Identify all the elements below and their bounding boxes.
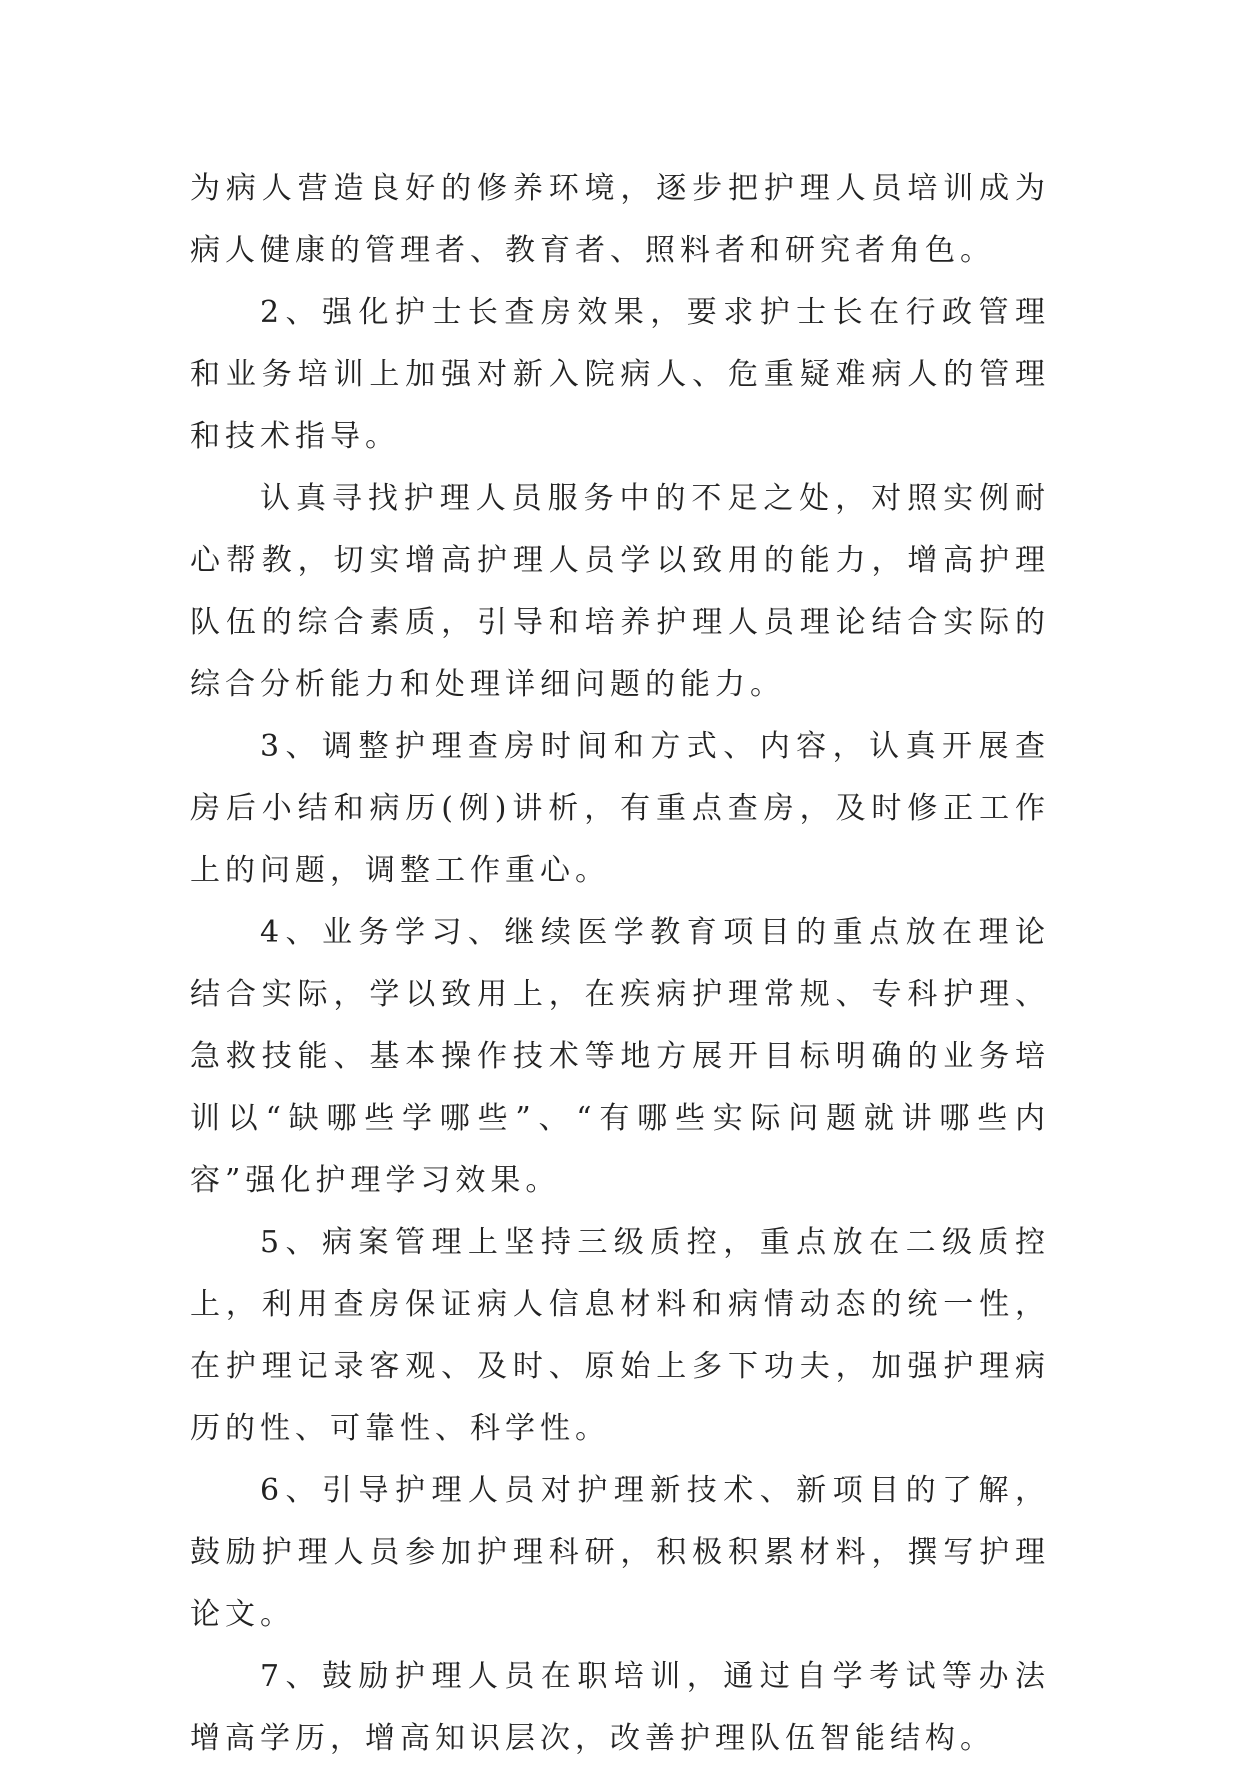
paragraph-item-7: 7、鼓励护理人员在职培训，通过自学考试等办法增高学历，增高知识层次，改善护理队伍智能结构。 (190, 1659, 1050, 1756)
paragraph-item-2: 2、强化护士长查房效果，要求护士长在行政管理和业务培训上加强对新入院病人、危重疑难病人的管理和技术指导。 (190, 295, 1050, 454)
document-body (190, 158, 1050, 1770)
paragraph-item-2-detail: 认真寻找护理人员服务中的不足之处，对照实例耐心帮教，切实增高护理人员学以致用的能力，增高护理队伍的综合素质，引导和培养护理人员理论结合实际的综合分析能力和处理详细问题的能力。 (190, 481, 1050, 702)
paragraph-item-3: 3、调整护理查房时间和方式、内容，认真开展查房后小结和病历(例)讲析，有重点查房，及时修正工作上的问题，调整工作重心。 (190, 729, 1050, 888)
paragraph-continuation: 为病人营造良好的修养环境，逐步把护理人员培训成为病人健康的管理者、教育者、照料者和研究者角色。 (190, 171, 1050, 268)
paragraph-item-5: 5、病案管理上坚持三级质控，重点放在二级质控上，利用查房保证病人信息材料和病情动态的统一性，在护理记录客观、及时、原始上多下功夫，加强护理病历的性、可靠性、科学性。 (190, 1225, 1050, 1446)
paragraph-item-4: 4、业务学习、继续医学教育项目的重点放在理论结合实际，学以致用上，在疾病护理常规、专科护理、急救技能、基本操作技术等地方展开目标明确的业务培训以“缺哪些学哪些”、“有哪些实际问题就讲哪些内容”强化护理学习效果。 (190, 915, 1050, 1198)
paragraph-item-6: 6、引导护理人员对护理新技术、新项目的了解，鼓励护理人员参加护理科研，积极积累材料，撰写护理论文。 (190, 1473, 1050, 1632)
